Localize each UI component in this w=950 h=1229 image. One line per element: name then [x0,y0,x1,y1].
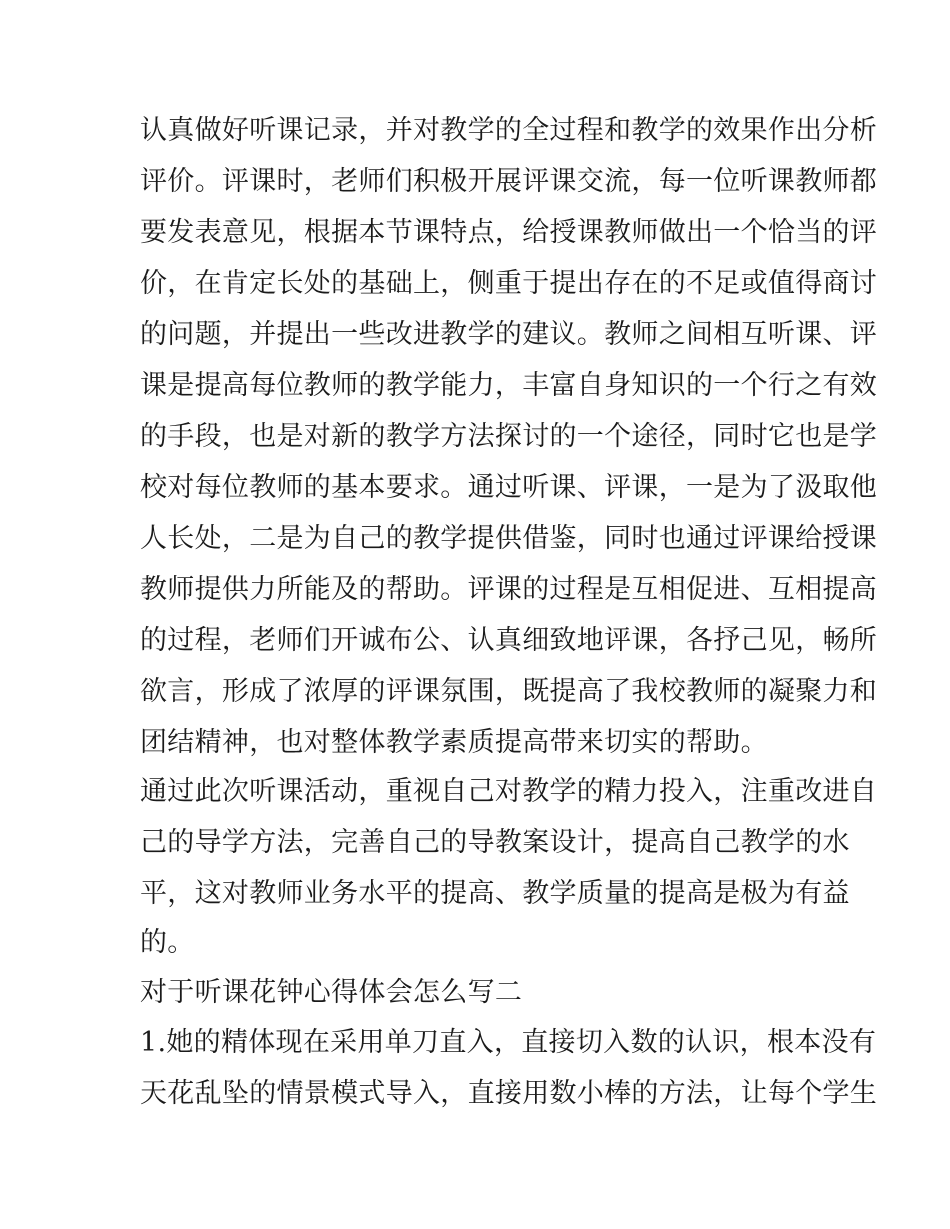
text-line: 的过程，老师们开诚布公、认真细致地评课，各抒己见，畅所 [140,625,878,656]
text-line: 的。 [140,927,195,958]
text-line: 通过此次听课活动，重视自己对教学的精力投入，注重改进自 [140,776,878,807]
text-line: 校对每位教师的基本要求。通过听课、评课，一是为了汲取他 [140,472,878,503]
text-line: 教师提供力所能及的帮助。评课的过程是互相促进、互相提高 [140,574,878,605]
text-line: 己的导学方法，完善自己的导教案设计，提高自己教学的水 [140,827,850,858]
text-line: 人长处，二是为自己的教学提供借鉴，同时也通过评课给授课 [140,523,878,554]
text-line: 价，在肯定长处的基础上，侧重于提出存在的不足或值得商讨 [140,268,878,299]
text-line: 课是提高每位教师的教学能力，丰富自身知识的一个行之有效 [140,370,878,401]
text-line: 认真做好听课记录，并对教学的全过程和教学的效果作出分析 [140,115,878,146]
text-line: 的手段，也是对新的教学方法探讨的一个途径，同时它也是学 [140,421,878,452]
text-line: 要发表意见，根据本节课特点，给授课教师做出一个恰当的评 [140,217,878,248]
text-line: 平，这对教师业务水平的提高、教学质量的提高是极为有益 [140,878,850,909]
text-line: 评价。评课时，老师们积极开展评课交流，每一位听课教师都 [140,166,878,197]
section-heading: 对于听课花钟心得体会怎么写二 [140,977,523,1008]
text-line: 天花乱坠的情景模式导入，直接用数小棒的方法，让每个学生 [140,1078,878,1109]
text-line: 团结精神，也对整体教学素质提高带来切实的帮助。 [140,727,768,758]
text-line: 1.她的精体现在采用单刀直入，直接切入数的认识，根本没有 [140,1027,877,1058]
text-line: 欲言，形成了浓厚的评课氛围，既提高了我校教师的凝聚力和 [140,676,878,707]
text-line: 的问题，并提出一些改进教学的建议。教师之间相互听课、评 [140,319,878,350]
